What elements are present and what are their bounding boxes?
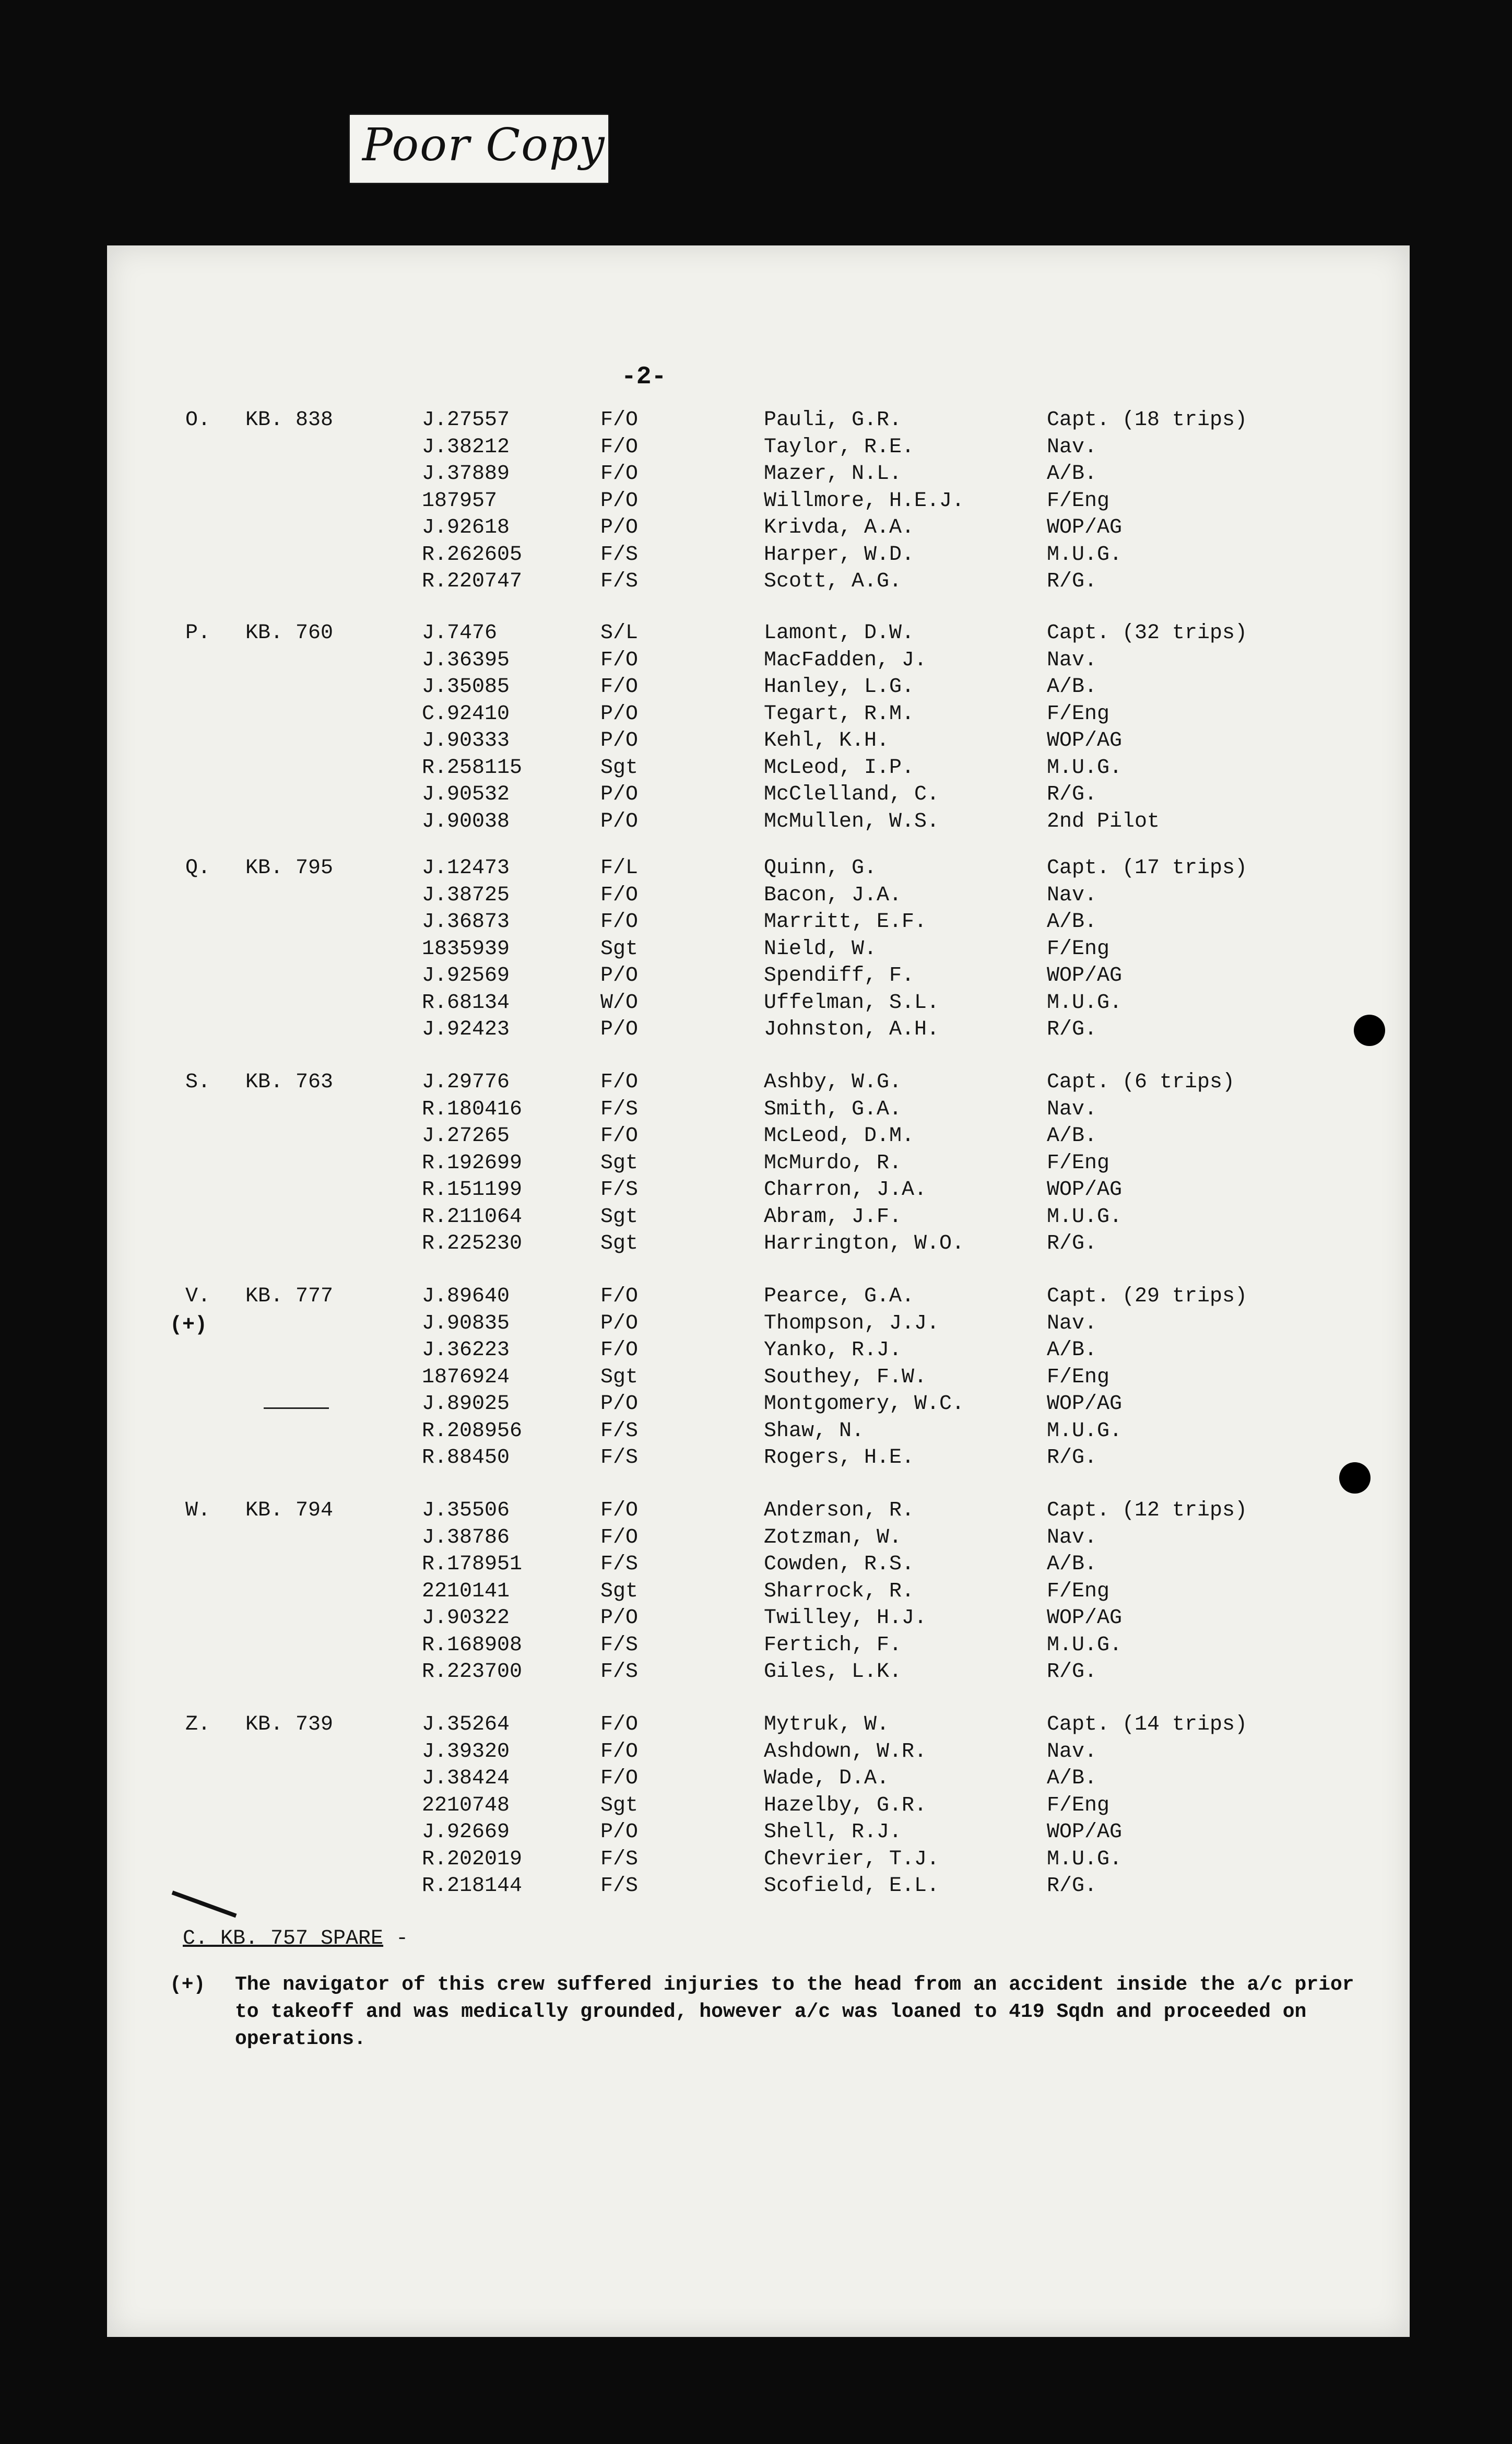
service-number: C.92410 [422, 702, 510, 726]
member-name: McLeod, I.P. [764, 756, 915, 780]
crew-member-row [107, 1232, 1410, 1259]
crew-member-row [107, 1848, 1410, 1875]
service-number: J.36223 [422, 1338, 510, 1362]
service-number: J.12473 [422, 856, 510, 880]
aircraft-serial: KB. 794 [245, 1499, 334, 1522]
footnote-text: The navigator of this crew suffered injuries to the head from an accident inside the a/c prior to takeoff and was medically grounded, however a/c was loaned to 419 Sqdn and proceeded on operations. [235, 1973, 1354, 2050]
aircraft-serial: KB. 777 [245, 1285, 334, 1308]
member-name: Pearce, G.A. [764, 1285, 915, 1308]
crew-member-row [107, 910, 1410, 937]
service-number: R.211064 [422, 1205, 523, 1229]
service-number: R.68134 [422, 991, 510, 1015]
margin-dash [264, 1407, 329, 1409]
crew-member-row [107, 729, 1410, 756]
crew-member-row [107, 570, 1410, 597]
rank: F/O [600, 1285, 639, 1308]
crew-member-row [107, 543, 1410, 570]
crew-member-row [107, 1018, 1410, 1045]
rank: W/O [600, 991, 639, 1015]
member-name: Ashby, W.G. [764, 1071, 902, 1094]
crew-role: F/Eng [1047, 1366, 1110, 1389]
crew-role: M.U.G. [1047, 1634, 1123, 1657]
crew-member-row [107, 1820, 1410, 1848]
crew-member-row [107, 1874, 1410, 1901]
crew-role: Capt. (32 trips) [1047, 621, 1248, 645]
member-name: Hazelby, G.R. [764, 1794, 927, 1817]
rank: F/S [600, 1446, 639, 1470]
service-number: 1876924 [422, 1366, 510, 1389]
crew-role: A/B. [1047, 1124, 1097, 1148]
rank: F/O [600, 462, 639, 486]
service-number: R.262605 [422, 543, 523, 567]
member-name: Montgomery, W.C. [764, 1392, 965, 1416]
service-number: J.38725 [422, 884, 510, 907]
rank: F/O [600, 1713, 639, 1736]
crew-member-row [107, 937, 1410, 965]
service-number: J.92569 [422, 964, 510, 988]
crew-role: A/B. [1047, 675, 1097, 699]
service-number: R.225230 [422, 1232, 523, 1255]
rank: F/O [600, 436, 639, 459]
rank: F/O [600, 1071, 639, 1094]
service-number: J.29776 [422, 1071, 510, 1094]
crew-member-row [107, 1178, 1410, 1205]
rank: Sgt [600, 1152, 639, 1175]
crew-role: F/Eng [1047, 702, 1110, 726]
poor-copy-text: Poor Copy [362, 119, 606, 171]
service-number: J.92423 [422, 1018, 510, 1041]
service-number: J.38212 [422, 436, 510, 459]
member-name: Mytruk, W. [764, 1713, 890, 1736]
rank: F/S [600, 1660, 639, 1684]
member-name: Sharrock, R. [764, 1580, 915, 1603]
member-name: Southey, F.W. [764, 1366, 927, 1389]
crew-member-row [107, 1767, 1410, 1794]
service-number: J.89640 [422, 1285, 510, 1308]
crew-role: R/G. [1047, 1660, 1097, 1684]
member-name: McLeod, D.M. [764, 1124, 915, 1148]
rank: F/O [600, 1124, 639, 1148]
crew-role: F/Eng [1047, 1580, 1110, 1603]
crew-note-mark: (+) [170, 1313, 208, 1337]
crew-member-row [107, 1366, 1410, 1393]
crew-role: WOP/AG [1047, 1606, 1123, 1630]
aircraft-letter: V. [185, 1285, 211, 1308]
rank: F/O [600, 1499, 639, 1522]
crew-member-row [107, 783, 1410, 810]
crew-role: R/G. [1047, 1446, 1097, 1470]
crew-role: F/Eng [1047, 1794, 1110, 1817]
crew-member-row [107, 489, 1410, 516]
member-name: MacFadden, J. [764, 649, 927, 672]
crew-role: M.U.G. [1047, 991, 1123, 1015]
member-name: Thompson, J.J. [764, 1312, 940, 1335]
member-name: Cowden, R.S. [764, 1553, 915, 1576]
aircraft-serial: KB. 838 [245, 408, 334, 432]
crew-member-row [107, 964, 1410, 991]
crew-role: R/G. [1047, 1874, 1097, 1898]
crew-role: Capt. (12 trips) [1047, 1499, 1248, 1522]
spare-text: C. KB. 757 SPARE [183, 1927, 384, 1951]
member-name: Wade, D.A. [764, 1767, 890, 1790]
member-name: McMurdo, R. [764, 1152, 902, 1175]
rank: P/O [600, 702, 639, 726]
aircraft-letter: O. [185, 408, 211, 432]
crew-member-row [107, 1740, 1410, 1767]
rank: F/O [600, 910, 639, 934]
rank: F/S [600, 1098, 639, 1121]
crew-role: M.U.G. [1047, 1205, 1123, 1229]
crew-member-row [107, 462, 1410, 489]
member-name: Harrington, W.O. [764, 1232, 965, 1255]
service-number: R.178951 [422, 1553, 523, 1576]
crew-member-row [107, 1392, 1410, 1419]
member-name: Smith, G.A. [764, 1098, 902, 1121]
rank: Sgt [600, 1580, 639, 1603]
rank: F/S [600, 1419, 639, 1443]
crew-role: M.U.G. [1047, 1848, 1123, 1871]
service-number: J.92618 [422, 516, 510, 539]
aircraft-letter: Z. [185, 1713, 211, 1736]
member-name: Uffelman, S.L. [764, 991, 940, 1015]
service-number: J.89025 [422, 1392, 510, 1416]
member-name: Nield, W. [764, 937, 877, 961]
member-name: Chevrier, T.J. [764, 1848, 940, 1871]
crew-member-row [107, 1660, 1410, 1687]
service-number: J.36873 [422, 910, 510, 934]
crew-role: A/B. [1047, 1338, 1097, 1362]
member-name: McMullen, W.S. [764, 810, 940, 833]
crew-member-row [107, 1098, 1410, 1125]
rank: P/O [600, 516, 639, 539]
spare-aircraft-line [183, 1927, 408, 1951]
rank: P/O [600, 729, 639, 753]
crew-role: Capt. (17 trips) [1047, 856, 1248, 880]
crew-role: WOP/AG [1047, 964, 1123, 988]
service-number: R.151199 [422, 1178, 523, 1202]
crew-member-row [107, 1205, 1410, 1232]
rank: F/S [600, 1874, 639, 1898]
rank: F/O [600, 1526, 639, 1549]
service-number: J.27265 [422, 1124, 510, 1148]
service-number: J.38786 [422, 1526, 510, 1549]
crew-role: Nav. [1047, 1526, 1097, 1549]
crew-role: F/Eng [1047, 489, 1110, 513]
service-number: J.90532 [422, 783, 510, 806]
member-name: Shaw, N. [764, 1419, 865, 1443]
crew-role: R/G. [1047, 570, 1097, 593]
service-number: J.35085 [422, 675, 510, 699]
member-name: Shell, R.J. [764, 1820, 902, 1844]
rank: P/O [600, 1820, 639, 1844]
rank: Sgt [600, 1232, 639, 1255]
aircraft-serial: KB. 795 [245, 856, 334, 880]
crew-role: Nav. [1047, 884, 1097, 907]
crew-role: F/Eng [1047, 937, 1110, 961]
service-number: J.38424 [422, 1767, 510, 1790]
crew-role: A/B. [1047, 1767, 1097, 1790]
rank: F/O [600, 1767, 639, 1790]
crew-member-row [107, 649, 1410, 676]
member-name: Twilley, H.J. [764, 1606, 927, 1630]
crew-role: Nav. [1047, 1098, 1097, 1121]
rank: P/O [600, 1392, 639, 1416]
crew-member-row [107, 810, 1410, 837]
member-name: Bacon, J.A. [764, 884, 902, 907]
rank: P/O [600, 1018, 639, 1041]
rank: F/S [600, 1634, 639, 1657]
service-number: J.35506 [422, 1499, 510, 1522]
service-number: 2210748 [422, 1794, 510, 1817]
rank: P/O [600, 1606, 639, 1630]
crew-member-row [107, 1071, 1410, 1098]
member-name: Ashdown, W.R. [764, 1740, 927, 1764]
crew-role: M.U.G. [1047, 756, 1123, 780]
crew-member-row [107, 1606, 1410, 1634]
rank: F/O [600, 884, 639, 907]
rank: F/L [600, 856, 639, 880]
crew-member-row [107, 991, 1410, 1018]
punch-hole [1339, 1462, 1371, 1494]
service-number: R.223700 [422, 1660, 523, 1684]
rank: F/O [600, 1740, 639, 1764]
crew-role: WOP/AG [1047, 1820, 1123, 1844]
document-page [107, 245, 1410, 2337]
crew-role: M.U.G. [1047, 1419, 1123, 1443]
rank: F/S [600, 1553, 639, 1576]
member-name: Scott, A.G. [764, 570, 902, 593]
member-name: Mazer, N.L. [764, 462, 902, 486]
crew-member-row [107, 1124, 1410, 1152]
member-name: Quinn, G. [764, 856, 877, 880]
service-number: R.220747 [422, 570, 523, 593]
rank: F/S [600, 1178, 639, 1202]
crew-role: Nav. [1047, 1312, 1097, 1335]
rank: F/O [600, 649, 639, 672]
aircraft-letter: S. [185, 1071, 211, 1094]
service-number: R.258115 [422, 756, 523, 780]
aircraft-letter: Q. [185, 856, 211, 880]
member-name: Harper, W.D. [764, 543, 915, 567]
crew-role: R/G. [1047, 1232, 1097, 1255]
rank: F/S [600, 570, 639, 593]
member-name: Anderson, R. [764, 1499, 915, 1522]
crew-member-row [107, 1338, 1410, 1366]
service-number: R.202019 [422, 1848, 523, 1871]
member-name: Kehl, K.H. [764, 729, 890, 753]
rank: F/S [600, 1848, 639, 1871]
service-number: J.90835 [422, 1312, 510, 1335]
aircraft-serial: KB. 739 [245, 1713, 334, 1736]
service-number: J.90038 [422, 810, 510, 833]
crew-role: WOP/AG [1047, 1392, 1123, 1416]
crew-role: A/B. [1047, 462, 1097, 486]
service-number: J.90333 [422, 729, 510, 753]
member-name: Scofield, E.L. [764, 1874, 940, 1898]
service-number: R.218144 [422, 1874, 523, 1898]
rank: Sgt [600, 937, 639, 961]
member-name: Lamont, D.W. [764, 621, 915, 645]
crew-member-row [107, 1553, 1410, 1580]
service-number: 1835939 [422, 937, 510, 961]
crew-member-row [107, 856, 1410, 884]
service-number: J.35264 [422, 1713, 510, 1736]
crew-role: Capt. (29 trips) [1047, 1285, 1248, 1308]
rank: P/O [600, 964, 639, 988]
crew-member-row [107, 621, 1410, 649]
page-number: -2- [621, 363, 667, 391]
member-name: Willmore, H.E.J. [764, 489, 965, 513]
crew-member-row [107, 1499, 1410, 1526]
crew-member-row [107, 1446, 1410, 1473]
crew-member-row [107, 1580, 1410, 1607]
crew-member-row [107, 436, 1410, 463]
rank: F/S [600, 543, 639, 567]
crew-member-row [107, 884, 1410, 911]
crew-member-row [107, 1526, 1410, 1553]
crew-role: Nav. [1047, 649, 1097, 672]
rank: P/O [600, 810, 639, 833]
crew-member-row [107, 1634, 1410, 1661]
crew-role: WOP/AG [1047, 729, 1123, 753]
poor-copy-label [350, 115, 608, 183]
crew-member-row [107, 516, 1410, 543]
service-number: R.208956 [422, 1419, 523, 1443]
crew-role: Nav. [1047, 436, 1097, 459]
aircraft-letter: W. [185, 1499, 211, 1522]
crew-member-row [107, 1794, 1410, 1821]
member-name: Rogers, H.E. [764, 1446, 915, 1470]
crew-role: 2nd Pilot [1047, 810, 1160, 833]
rank: S/L [600, 621, 639, 645]
crew-role: R/G. [1047, 1018, 1097, 1041]
aircraft-letter: P. [185, 621, 211, 645]
service-number: J.37889 [422, 462, 510, 486]
crew-member-row [107, 1312, 1410, 1339]
crew-role: Capt. (14 trips) [1047, 1713, 1248, 1736]
rank: F/O [600, 1338, 639, 1362]
punch-hole [1354, 1015, 1385, 1046]
crew-member-row [107, 675, 1410, 702]
crew-member-row [107, 1285, 1410, 1312]
service-number: J.7476 [422, 621, 498, 645]
service-number: R.168908 [422, 1634, 523, 1657]
service-number: 187957 [422, 489, 498, 513]
crew-member-row [107, 1419, 1410, 1447]
crew-member-row [107, 702, 1410, 730]
member-name: Tegart, R.M. [764, 702, 915, 726]
crew-role: A/B. [1047, 910, 1097, 934]
rank: P/O [600, 1312, 639, 1335]
crew-role: A/B. [1047, 1553, 1097, 1576]
crew-member-row [107, 1152, 1410, 1179]
rank: Sgt [600, 1205, 639, 1229]
member-name: Fertich, F. [764, 1634, 902, 1657]
member-name: Johnston, A.H. [764, 1018, 940, 1041]
service-number: R.192699 [422, 1152, 523, 1175]
rank: Sgt [600, 756, 639, 780]
member-name: Charron, J.A. [764, 1178, 927, 1202]
crew-member-row [107, 408, 1410, 436]
service-number: J.36395 [422, 649, 510, 672]
aircraft-serial: KB. 760 [245, 621, 334, 645]
member-name: Abram, J.F. [764, 1205, 902, 1229]
rank: P/O [600, 783, 639, 806]
crew-member-row [107, 1713, 1410, 1740]
service-number: J.27557 [422, 408, 510, 432]
member-name: Krivda, A.A. [764, 516, 915, 539]
crew-role: Capt. (18 trips) [1047, 408, 1248, 432]
service-number: J.92669 [422, 1820, 510, 1844]
rank: P/O [600, 489, 639, 513]
member-name: Yanko, R.J. [764, 1338, 902, 1362]
member-name: Giles, L.K. [764, 1660, 902, 1684]
crew-role: Capt. (6 trips) [1047, 1071, 1235, 1094]
member-name: Taylor, R.E. [764, 436, 915, 459]
crew-member-row [107, 756, 1410, 783]
crew-role: M.U.G. [1047, 543, 1123, 567]
rank: Sgt [600, 1366, 639, 1389]
service-number: J.90322 [422, 1606, 510, 1630]
crew-role: F/Eng [1047, 1152, 1110, 1175]
crew-role: WOP/AG [1047, 1178, 1123, 1202]
rank: Sgt [600, 1794, 639, 1817]
rank: F/O [600, 408, 639, 432]
spare-dash: - [396, 1927, 409, 1951]
service-number: 2210141 [422, 1580, 510, 1603]
member-name: Hanley, L.G. [764, 675, 915, 699]
service-number: R.180416 [422, 1098, 523, 1121]
footnote-mark: (+) [170, 1973, 206, 1996]
crew-role: Nav. [1047, 1740, 1097, 1764]
service-number: R.88450 [422, 1446, 510, 1470]
aircraft-serial: KB. 763 [245, 1071, 334, 1094]
member-name: Marritt, E.F. [764, 910, 927, 934]
crew-role: R/G. [1047, 783, 1097, 806]
member-name: Pauli, G.R. [764, 408, 902, 432]
member-name: Zotzman, W. [764, 1526, 902, 1549]
member-name: Spendiff, F. [764, 964, 915, 988]
service-number: J.39320 [422, 1740, 510, 1764]
rank: F/O [600, 675, 639, 699]
crew-role: WOP/AG [1047, 516, 1123, 539]
member-name: McClelland, C. [764, 783, 940, 806]
